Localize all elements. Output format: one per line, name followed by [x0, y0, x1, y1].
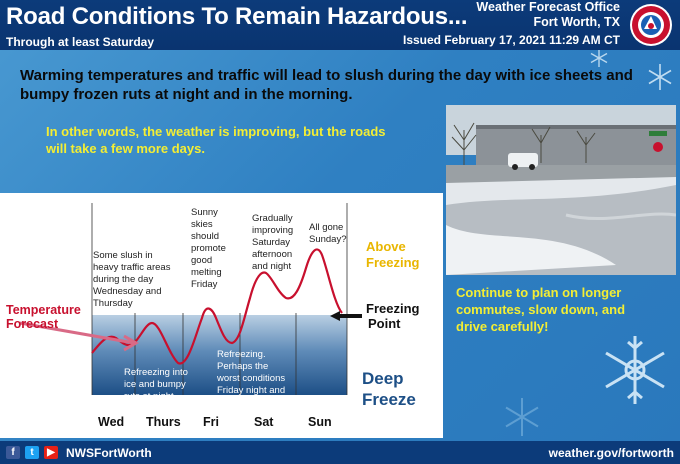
chart-annotation: worst conditions: [217, 373, 286, 384]
chart-annotation: melting: [191, 267, 222, 278]
chart-annotation: Gradually: [252, 213, 293, 224]
page-subtitle: Through at least Saturday: [6, 35, 155, 49]
freezing-point-label: Point: [368, 316, 401, 331]
chart-annotation: Some slush in: [93, 250, 153, 261]
chart-annotation: improving: [252, 225, 294, 236]
above-freezing-label: Freezing: [366, 255, 420, 270]
chart-annotation: Refreezing into: [124, 367, 188, 378]
chart-annotation: should: [191, 231, 219, 242]
twitter-icon[interactable]: t: [25, 446, 39, 459]
chart-annotation: Refreezing.: [217, 349, 266, 360]
facebook-icon[interactable]: f: [6, 446, 20, 459]
chart-annotation: Wednesday and: [93, 286, 162, 297]
summary-text: In other words, the weather is improving, but the roads will take a few more days.: [46, 124, 386, 156]
chart-annotation: and night: [252, 261, 292, 272]
social-handle[interactable]: NWSFortWorth: [66, 446, 152, 460]
noaa-nws-logo-icon: [626, 2, 676, 48]
chart-annotation: Saturday: [252, 237, 291, 248]
chart-annotation: heavy traffic areas: [93, 262, 171, 273]
issued-timestamp: Issued February 17, 2021 11:29 AM CT: [403, 33, 620, 47]
youtube-icon[interactable]: ▶: [44, 446, 58, 459]
deep-freeze-label: Deep: [362, 369, 404, 388]
chart-annotation: Sunday?: [309, 234, 347, 245]
chart-annotation: Perhaps the: [217, 361, 269, 372]
chart-annotation: skies: [191, 219, 213, 230]
chart-annotation: Friday night and: [217, 385, 286, 396]
day-label: Sat: [254, 415, 274, 429]
above-freezing-label: Above: [366, 239, 406, 254]
day-label: Fri: [203, 415, 219, 429]
advice-text: Continue to plan on longer commutes, slow down, and drive carefully!: [456, 285, 626, 334]
chart-annotation: Sunny: [191, 207, 218, 218]
chart-annotation: afternoon: [252, 249, 293, 260]
snowflake-icon: [595, 330, 675, 410]
chart-svg: [0, 193, 443, 438]
chart-annotation: good: [191, 255, 213, 266]
chart-annotation: ice and bumpy: [124, 379, 186, 390]
day-label: Wed: [98, 415, 125, 429]
road-photo: [446, 105, 676, 275]
chart-annotation: All gone: [309, 222, 344, 233]
freezing-point-label: Freezing: [366, 301, 420, 316]
website-link[interactable]: weather.gov/fortworth: [548, 446, 674, 460]
deep-freeze-label: Freeze: [362, 390, 416, 409]
temperature-chart: [0, 193, 443, 438]
chart-annotation: promote: [191, 243, 226, 254]
temperature-label: Temperature: [6, 303, 81, 317]
day-label: Sun: [308, 415, 332, 429]
chart-annotation: Friday: [191, 279, 218, 290]
intro-text: Warming temperatures and traffic will lead to slush during the day with ice sheets and bumpy frozen ruts at night and in the morning.: [20, 67, 633, 103]
chart-annotation: Sat morning: [217, 397, 269, 408]
temperature-label: Forecast: [6, 317, 59, 331]
page-title: Road Conditions To Remain Hazardous...: [6, 3, 468, 30]
office-info: [476, 0, 620, 30]
snowflake-icon: [500, 395, 544, 439]
day-label: Thurs: [146, 415, 181, 429]
chart-annotation: during the day: [93, 274, 154, 285]
chart-annotation: Thursday: [93, 298, 133, 309]
office-name: Weather Forecast Office: [476, 0, 620, 14]
chart-annotation: ruts at night: [124, 391, 174, 402]
office-location: Fort Worth, TX: [533, 15, 620, 29]
